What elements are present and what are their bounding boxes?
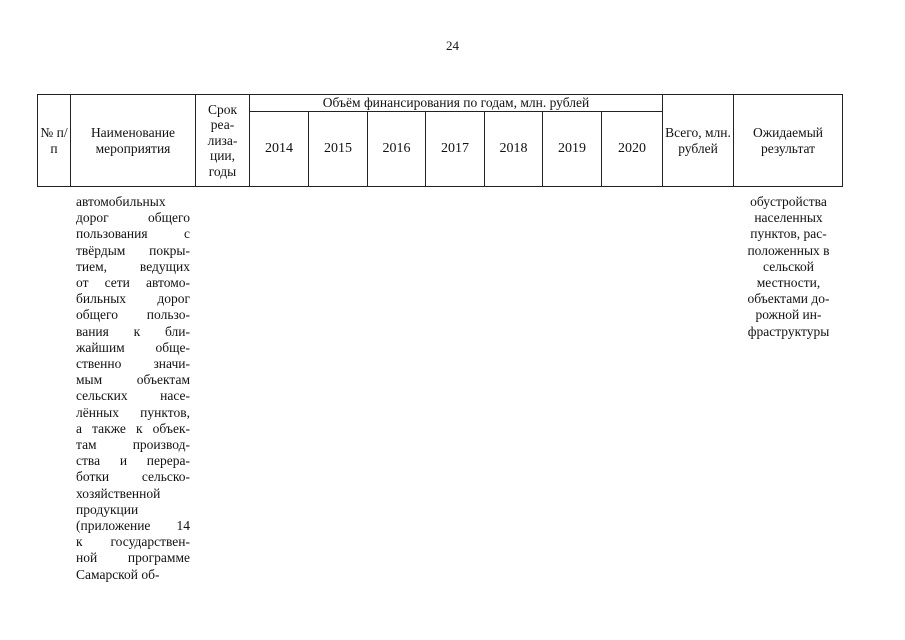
header-year: 2015 (309, 112, 368, 187)
text-line: автомобильных (76, 194, 166, 209)
text-line: общего пользо- (76, 307, 190, 323)
text-line: твёрдым покры- (76, 242, 190, 258)
header-term: Срок реа-лиза-ции, годы (196, 95, 250, 187)
text-line: населенных (754, 210, 823, 226)
text-line: фраструктуры (747, 323, 830, 339)
text-line: пунктов, рас- (750, 226, 827, 242)
text-line: хозяйственной (76, 485, 161, 501)
expected-result-text (737, 194, 840, 340)
header-num: № п/п (38, 95, 71, 187)
text-line: сельских насе- (76, 388, 190, 404)
text-line: (приложение 14 (76, 518, 190, 534)
text-line: ства и перера- (76, 453, 190, 469)
text-line: лённых пунктов, (76, 404, 190, 420)
text-line: ботки сельско- (76, 469, 190, 485)
text-line: рожной ин- (755, 307, 822, 323)
text-line: местности, (756, 275, 821, 291)
text-line: сельской (763, 258, 814, 274)
header-year: 2014 (250, 112, 309, 187)
text-line: тием, ведущих (76, 258, 190, 274)
text-line: от сети автомо- (76, 275, 190, 291)
page-number: 24 (446, 38, 459, 53)
text-line: объектами до- (747, 291, 830, 307)
text-line: вания к бли- (76, 323, 190, 339)
header-total: Всего, млн. рублей (663, 95, 734, 187)
header-year: 2018 (485, 112, 543, 187)
text-line: ной программе (76, 550, 190, 566)
header-name: Наименование мероприятия (71, 95, 196, 187)
text-line: Самарской об- (76, 566, 160, 582)
measure-name-text (76, 194, 190, 583)
header-result: Ожидаемый результат (734, 95, 843, 187)
text-line: пользования с (76, 226, 190, 242)
text-line: ственно значи- (76, 356, 190, 372)
header-year: 2020 (602, 112, 663, 187)
header-year: 2017 (426, 112, 485, 187)
text-line: бильных дорог (76, 291, 190, 307)
text-line: положенных в (747, 242, 830, 258)
text-line: жайшим обще- (76, 339, 190, 355)
text-line: продукции (76, 501, 139, 517)
text-line: обустройства (750, 194, 827, 209)
text-line: дорог общего (76, 210, 190, 226)
text-line: а также к объек- (76, 420, 190, 436)
text-line: к государствен- (76, 534, 190, 550)
header-funding: Объём финансирования по годам, млн. рублей (250, 95, 663, 112)
table-header (37, 94, 843, 187)
header-year: 2016 (368, 112, 426, 187)
text-line: мым объектам (76, 372, 190, 388)
text-line: там производ- (76, 437, 190, 453)
header-year: 2019 (543, 112, 602, 187)
